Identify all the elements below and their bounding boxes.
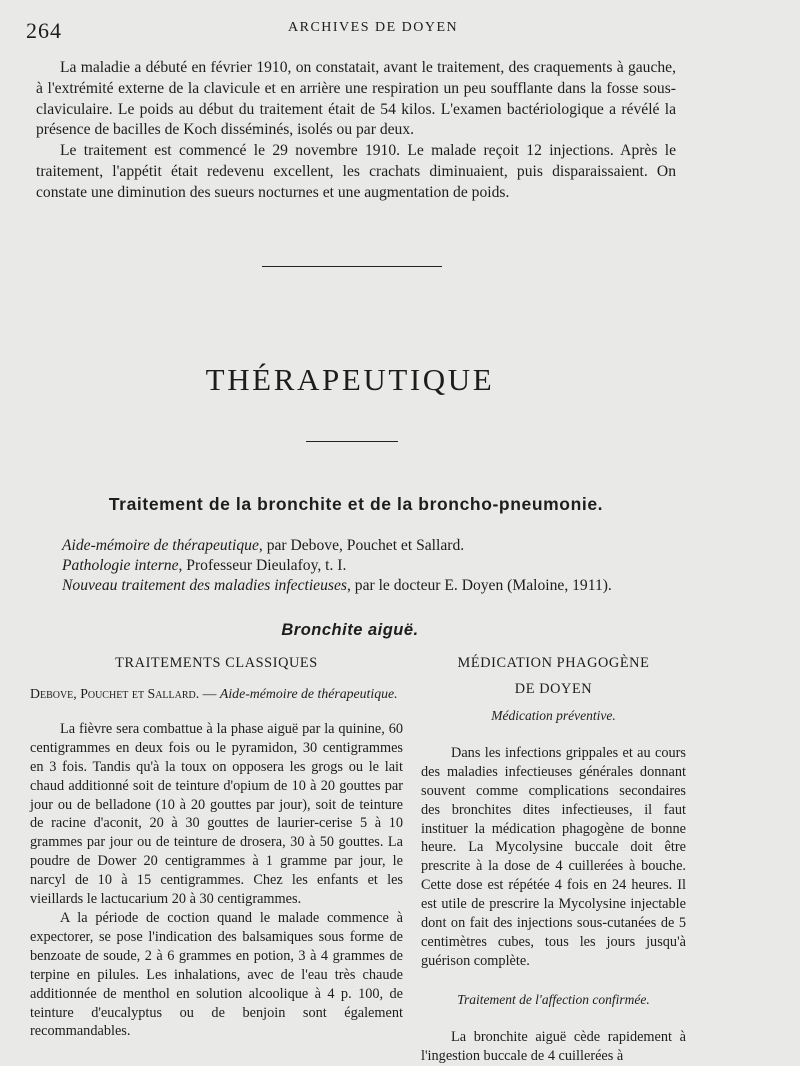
intro-paragraph: Le traitement est commencé le 29 novembre 1910. Le malade reçoit 12 injections. Après le traitement, l'appétit était redevenu excellent, les crachats diminuaient, puis disparaissaient. On constate une diminution des sueurs nocturnes et une augmentation de poids.	[36, 142, 676, 201]
section-divider	[262, 266, 442, 267]
column-subheading: Médication préventive.	[491, 708, 616, 723]
body-paragraph: A la période de coction quand le malade commence à expectorer, se pose l'indication des balsamiques sous forme de benzoate de soude, 2 à 6 grammes en potion, 3 à 4 grammes de terpine en pilules. Les inhalations, avec de l'eau très chaude additionnée de menthol en solution alcoolique à 4 p. 100, de teinture d'eucalyptus ou de benjoin sont également recommandables.	[30, 909, 403, 1040]
column-heading: DE DOYEN	[514, 681, 593, 697]
column-subheading: Traitement de l'affection confirmée.	[457, 991, 650, 1007]
reference-list	[62, 536, 702, 596]
body-paragraph: La bronchite aiguë cède rapidement à l'ingestion buccale de 4 cuillerées à	[421, 1028, 686, 1064]
column-heading: MÉDICATION PHAGOGÈNE	[457, 655, 650, 671]
page-number: 264	[26, 18, 62, 43]
right-column	[421, 655, 686, 1066]
article-title: Traitement de la bronchite et de la broncho-pneumonie.	[108, 494, 604, 514]
section-title: THÉRAPEUTIQUE	[205, 362, 495, 397]
body-paragraph: La fièvre sera combattue à la phase aiguë par la quinine, 60 centigrammes en deux fois ou le pyramidon, 30 centigrammes en 3 fois. Tandis qu'à la toux on opposera les grogs ou le lait chaud additionné soit de teinture d'opium de 10 à 20 gouttes par jour ou de belladone (10 à 20 gouttes par jour), soit de teinture de racine d'aconit, 20 à 30 gouttes de laurier-cerise 5 à 10 grammes par jour ou de teinture de drosera, 30 à 50 gouttes. La poudre de Dower 20 centigrammes à 1 gramme par jour, le narcyl de 10 à 15 centigrammes. Chez les enfants et les vieillards le lactucarium 20 à 30 centigrammes.	[30, 720, 403, 908]
reference-work: Aide-mémoire de thérapeutique	[62, 537, 259, 554]
subsection-title: Bronchite aiguë.	[281, 621, 419, 639]
reference-work: Aide-mémoire de thérapeutique.	[219, 686, 398, 701]
title-underline	[306, 441, 398, 442]
reference-item	[62, 576, 702, 596]
reference-dash: —	[199, 686, 220, 701]
intro-text	[36, 58, 676, 204]
running-header	[26, 14, 760, 42]
intro-paragraph: La maladie a débuté en février 1910, on constatait, avant le traitement, des craquements à gauche, à l'extrémité externe de la clavicule et en arrière une respiration un peu soufflante dans la fosse sous-claviculaire. Le poids au début du traitement était de 54 kilos. L'examen bactériologique a révélé la présence de bacilles de Koch disséminés, isolés ou par deux.	[36, 59, 676, 139]
reference-authors: Debove, Pouchet et Sallard.	[30, 686, 200, 701]
reference-work: Nouveau traitement des maladies infectieuses	[62, 577, 347, 594]
body-paragraph: Dans les infections grippales et au cours des maladies infectieuses générales donnant souvent comme complications secondaires des bronchites dites infectieuses, il faut instituer la médication phagogène de bonne heure. La Mycolysine buccale doit être prescrite à la dose de 4 cuillerées à bouche. Cette dose est répétée 4 fois en 24 heures. Il est utile de prescrire la Mycolysine injectable dont on fait des injections sous-cutanées de 5 centimètres cubes, tous les jours jusqu'à guérison complète.	[421, 744, 686, 969]
reference-detail: , Professeur Dieulafoy, t. I.	[178, 557, 347, 574]
reference-detail: , par Debove, Pouchet et Sallard.	[258, 537, 465, 554]
reference-detail: , par le docteur E. Doyen (Maloine, 1911).	[346, 577, 612, 594]
column-reference	[30, 685, 403, 704]
left-column	[30, 655, 403, 1041]
journal-title: ARCHIVES DE DOYEN	[288, 20, 459, 35]
column-heading: TRAITEMENTS CLASSIQUES	[115, 655, 318, 671]
reference-item	[62, 556, 702, 576]
reference-work: Pathologie interne	[62, 557, 179, 574]
reference-item	[62, 536, 702, 556]
